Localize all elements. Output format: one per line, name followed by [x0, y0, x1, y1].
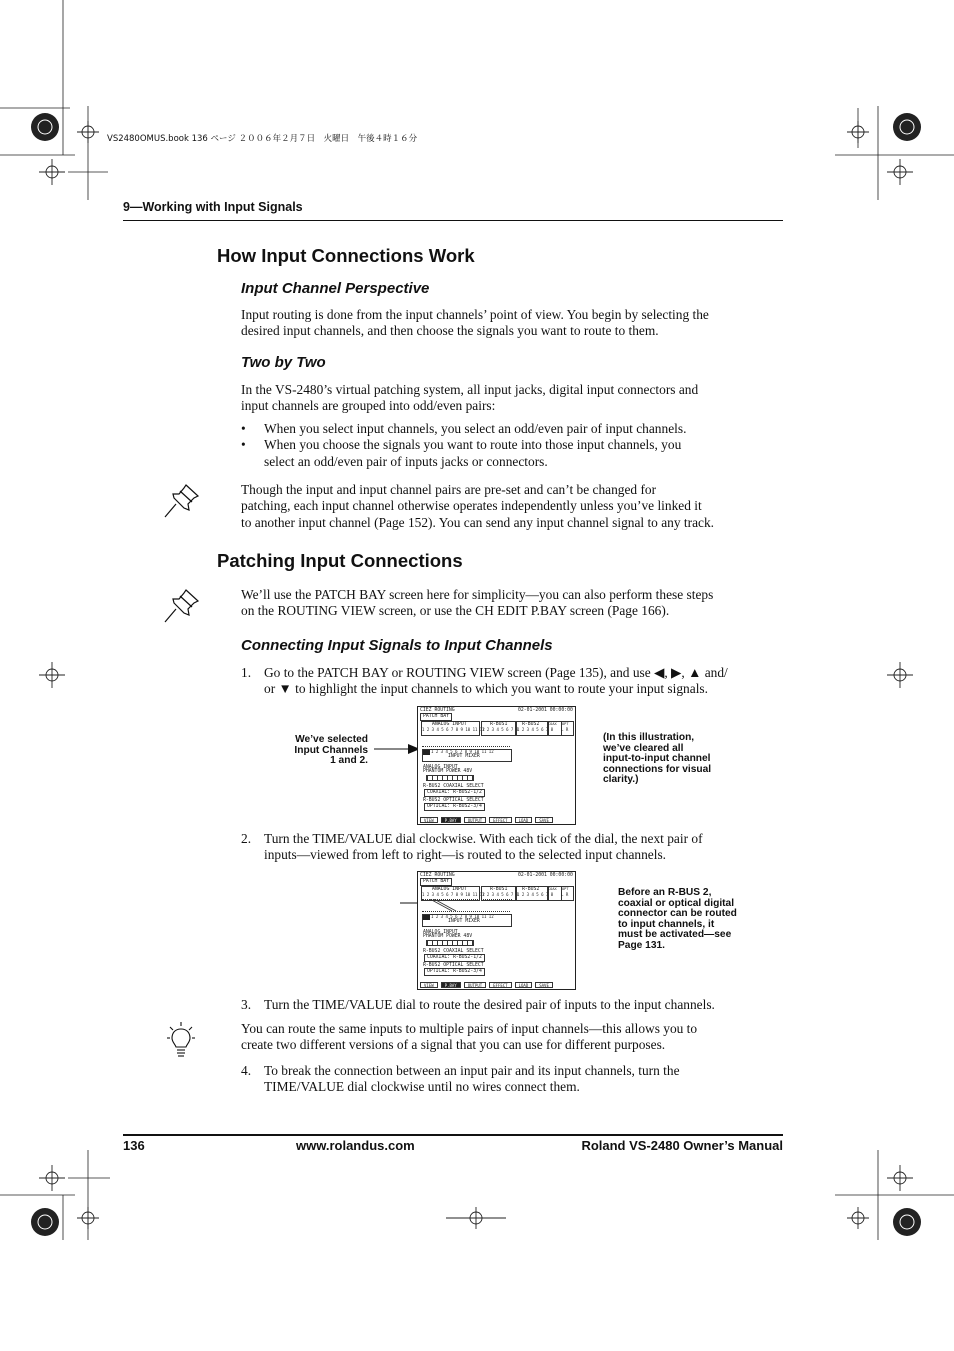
- subsection-title-two-by-two: Two by Two: [241, 354, 326, 371]
- cursor-up-icon: ▲: [688, 665, 702, 680]
- footer-rule: [123, 1134, 783, 1136]
- section-title-patching-input-connections: Patching Input Connections: [217, 550, 463, 571]
- figure2-right-callout: Before an R-BUS 2, coaxial or optical digital connector can be routed to input channels, it must be activated—see Page 131.: [618, 887, 737, 951]
- patch-bay-screen-2: CIEZ ROUTING 02-01-2001 00:00:00 PATCH BAY ANALOG INPUT 1 2 3 4 5 6 7 8 9 10 11 12 R-BUS1 1 2 3 4 5 6 7 8 R-BUS2 1 2 3 4 5 6 7 8 COAX OPT L R 1 2 3 4 5 6 7 8 9 10 11 12 INPUT MIXER ANALOG INPUT PHANTOM POWER 48V R-BUS2 COAXIAL SELECT COAXIAL: R-BUS2-1/2 R-BUS2 OPTICAL SELECT OPTICAL: R-BUS2-3/4 VIEW P.BAY OUTPUT EFFECT LOAD SAVE: [417, 871, 576, 990]
- figure1-left-callout: We’ve selected Input Channels 1 and 2.: [294, 734, 368, 766]
- section-title-how-input-connections: How Input Connections Work: [217, 245, 475, 266]
- tip-multiple-pairs: You can route the same inputs to multiple pairs of input channels—this allows you to create two different versions of a signal that you can use for different purposes.: [241, 1021, 698, 1053]
- page-number: 136: [123, 1138, 145, 1153]
- paragraph-two-by-two: In the VS-2480’s virtual patching system, all input jacks, digital input connectors and input channels are grouped into odd/even pairs:: [241, 382, 699, 414]
- patch-bay-screen-1: CIEZ ROUTING 02-01-2001 00:00:00 PATCH BAY ANALOG INPUT 1 2 3 4 5 6 7 8 9 10 11 12 R-BUS1 1 2 3 4 5 6 7 8 R-BUS2 1 2 3 4 5 6 7 8 COAX OPT L R 1 2 3 4 5 6 7 8 9 10 11 12 INPUT MIXER ANALOG INPUT PHANTOM POWER 48V R-BUS2 COAXIAL SELECT COAXIAL: R-BUS2-1/2 R-BUS2 OPTICAL SELECT OPTICAL: R-BUS2-3/4 VIEW P.BAY OUTPUT EFFECT LOAD SAVE: [417, 706, 576, 825]
- footer-url: www.rolandus.com: [296, 1138, 415, 1153]
- cursor-down-icon: ▼: [278, 681, 292, 697]
- step-2: 2. Turn the TIME/VALUE dial clockwise. With each tick of the dial, the next pair of inputs—viewed from left to right—is routed to the selected input channels.: [241, 831, 703, 863]
- list-item: • When you select input channels, you select an odd/even pair of input channels.: [241, 421, 687, 436]
- step-1: 1. Go to the PATCH BAY or ROUTING VIEW screen (Page 135), and use ◀, ▶, ▲ and/ or ▼ to highlight the input channels to which you want to route your input signals.: [241, 665, 728, 697]
- footer-manual-title: Roland VS-2480 Owner’s Manual: [581, 1138, 783, 1153]
- file-header: VS2480OMUS.book 136 ページ ２００６年２月７日 火曜日 午後４時１６分: [107, 134, 418, 144]
- step-4: 4. To break the connection between an input pair and its input channels, turn the TIME/VALUE dial clockwise until no wires connect them.: [241, 1063, 680, 1095]
- subsection-title-connecting-input-signals: Connecting Input Signals to Input Channels: [241, 637, 553, 654]
- running-head: 9—Working with Input Signals: [123, 200, 303, 214]
- callout-arrow: [374, 742, 422, 756]
- pushpin-note-icon: [162, 587, 202, 625]
- header-rule: [123, 220, 783, 221]
- note-pairs-preset: Though the input and input channel pairs are pre-set and can’t be changed for patching, each input channel otherwise operates independently unless you’ve linked it to another input channel (Page 152). You can send any input channel signal to any track.: [241, 482, 715, 530]
- pushpin-note-icon: [162, 482, 202, 520]
- paragraph-input-channel-perspective: Input routing is done from the input channels’ point of view. You begin by selecting the desired input channels, and then choose the signals you want to route to them.: [241, 307, 709, 339]
- cursor-left-icon: ◀: [654, 665, 665, 680]
- lightbulb-tip-icon: [166, 1021, 196, 1059]
- figure1-right-callout: (In this illustration, we’ve cleared all input-to-input channel connections for visual clarity.): [603, 732, 712, 785]
- step-3: 3. Turn the TIME/VALUE dial to route the desired pair of inputs to the input channels.: [241, 997, 715, 1012]
- cursor-right-icon: ▶: [671, 665, 682, 680]
- subsection-title-input-channel-perspective: Input Channel Perspective: [241, 280, 430, 297]
- list-item: • When you choose the signals you want to route into those input channels, you select an odd/even pair of inputs jacks or connectors.: [241, 437, 682, 469]
- note-patch-bay: We’ll use the PATCH BAY screen here for simplicity—you can also perform these steps on the ROUTING VIEW screen, or use the CH EDIT P.BAY screen (Page 166).: [241, 587, 714, 619]
- bullet-list: [241, 421, 686, 470]
